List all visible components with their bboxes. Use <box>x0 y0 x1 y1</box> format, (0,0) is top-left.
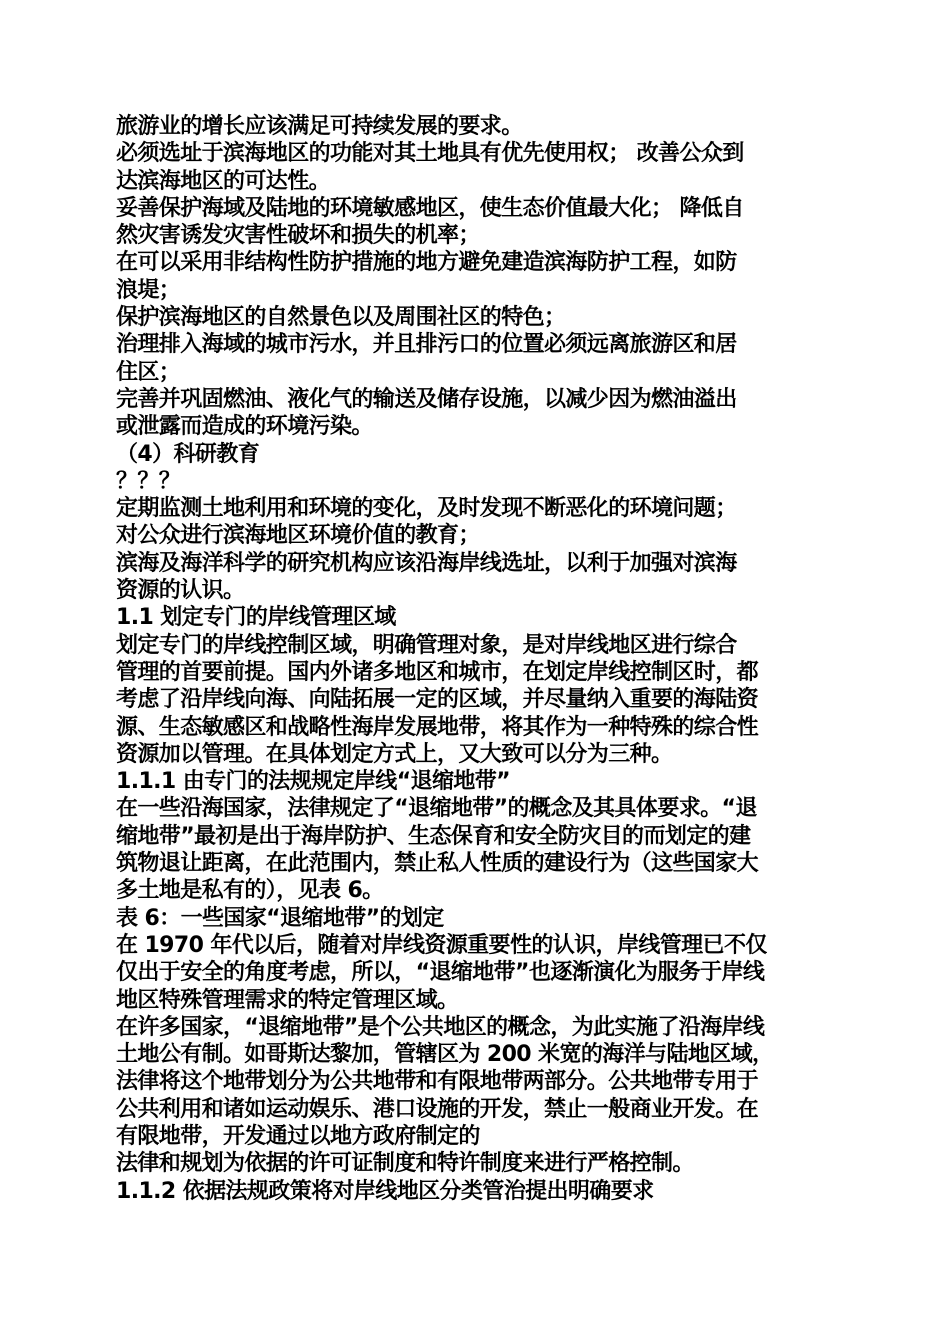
text-line: 在一些沿海国家，法律规定了“退缩地带”的概念及其具体要求。“退 <box>116 796 757 822</box>
text-line: 对公众进行滨海地区环境价值的教育； <box>116 523 480 549</box>
text-line: 法律将这个地带划分为公共地带和有限地带两部分。公共地带专用于 <box>116 1069 759 1095</box>
text-line: 土地公有制。如哥斯达黎加，管辖区为 200 米宽的海洋与陆地区域， <box>116 1042 774 1068</box>
text-line: 妥善保护海域及陆地的环境敏感地区，使生态价值最大化； 降低自 <box>116 195 744 221</box>
text-line: 在 1970 年代以后，随着对岸线资源重要性的认识，岸线管理已不仅 <box>116 932 767 958</box>
text-line: 保护滨海地区的自然景色以及周围社区的特色； <box>116 305 566 331</box>
table-caption: 表 6：一些国家“退缩地带”的划定 <box>116 905 444 931</box>
section-heading: 1.1.1 由专门的法规规定岸线“退缩地带” <box>116 769 511 795</box>
text-line: 资源加以管理。在具体划定方式上，又大致可以分为三种。 <box>116 741 673 767</box>
section-heading: 1.1 划定专门的岸线管理区域 <box>116 605 396 631</box>
text-line: 在许多国家，“退缩地带”是个公共地区的概念，为此实施了沿海岸线 <box>116 1014 765 1040</box>
section-heading: （4）科研教育 <box>116 441 260 467</box>
text-line: 必须选址于滨海地区的功能对其土地具有优先使用权； 改善公众到 <box>116 141 744 167</box>
section-heading: 1.1.2 依据法规政策将对岸线地区分类管治提出明确要求 <box>116 1178 654 1204</box>
text-line: ？？？ <box>116 468 181 494</box>
text-line: 治理排入海域的城市污水，并且排污口的位置必须远离旅游区和居 <box>116 332 737 358</box>
text-line: 缩地带”最初是出于海岸防护、生态保育和安全防灾目的而划定的建 <box>116 823 751 849</box>
text-line: 或泄露而造成的环境污染。 <box>116 414 373 440</box>
text-line: 旅游业的增长应该满足可持续发展的要求。 <box>116 114 523 139</box>
text-line: 公共利用和诸如运动娱乐、港口设施的开发，禁止一般商业开发。在 <box>116 1096 759 1122</box>
text-line: 住区； <box>116 359 181 385</box>
text-line: 滨海及海洋科学的研究机构应该沿海岸线选址，以利于加强对滨海 <box>116 550 737 576</box>
document-body <box>116 113 838 1205</box>
text-line: 法律和规划为依据的许可证制度和特许制度来进行严格控制。 <box>116 1151 694 1177</box>
text-line: 考虑了沿岸线向海、向陆拓展一定的区域，并尽量纳入重要的海陆资 <box>116 687 759 713</box>
text-line: 在可以采用非结构性防护措施的地方避免建造滨海防护工程，如防 <box>116 250 737 276</box>
text-line: 划定专门的岸线控制区域，明确管理对象，是对岸线地区进行综合 <box>116 632 737 658</box>
text-line: 定期监测土地利用和环境的变化，及时发现不断恶化的环境问题； <box>116 496 737 522</box>
text-line: 多土地是私有的），见表 6。 <box>116 878 384 904</box>
text-line: 筑物退让距离，在此范围内，禁止私人性质的建设行为（这些国家大 <box>116 851 759 877</box>
text-line: 源、生态敏感区和战略性海岸发展地带，将其作为一种特殊的综合性 <box>116 714 759 740</box>
text-line: 达滨海地区的可达性。 <box>116 168 331 194</box>
text-line: 有限地带，开发通过以地方政府制定的 <box>116 1123 480 1149</box>
text-line: 仅出于安全的角度考虑，所以，“退缩地带”也逐渐演化为服务于岸线 <box>116 960 765 986</box>
text-line: 完善并巩固燃油、液化气的输送及储存设施，以减少因为燃油溢出 <box>116 386 737 412</box>
text-line: 资源的认识。 <box>116 578 245 604</box>
text-line: 然灾害诱发灾害性破坏和损失的机率； <box>116 223 480 249</box>
text-line: 地区特殊管理需求的特定管理区域。 <box>116 987 459 1013</box>
text-line: 管理的首要前提。国内外诸多地区和城市，在划定岸线控制区时，都 <box>116 659 759 685</box>
text-line: 浪堤； <box>116 277 181 303</box>
